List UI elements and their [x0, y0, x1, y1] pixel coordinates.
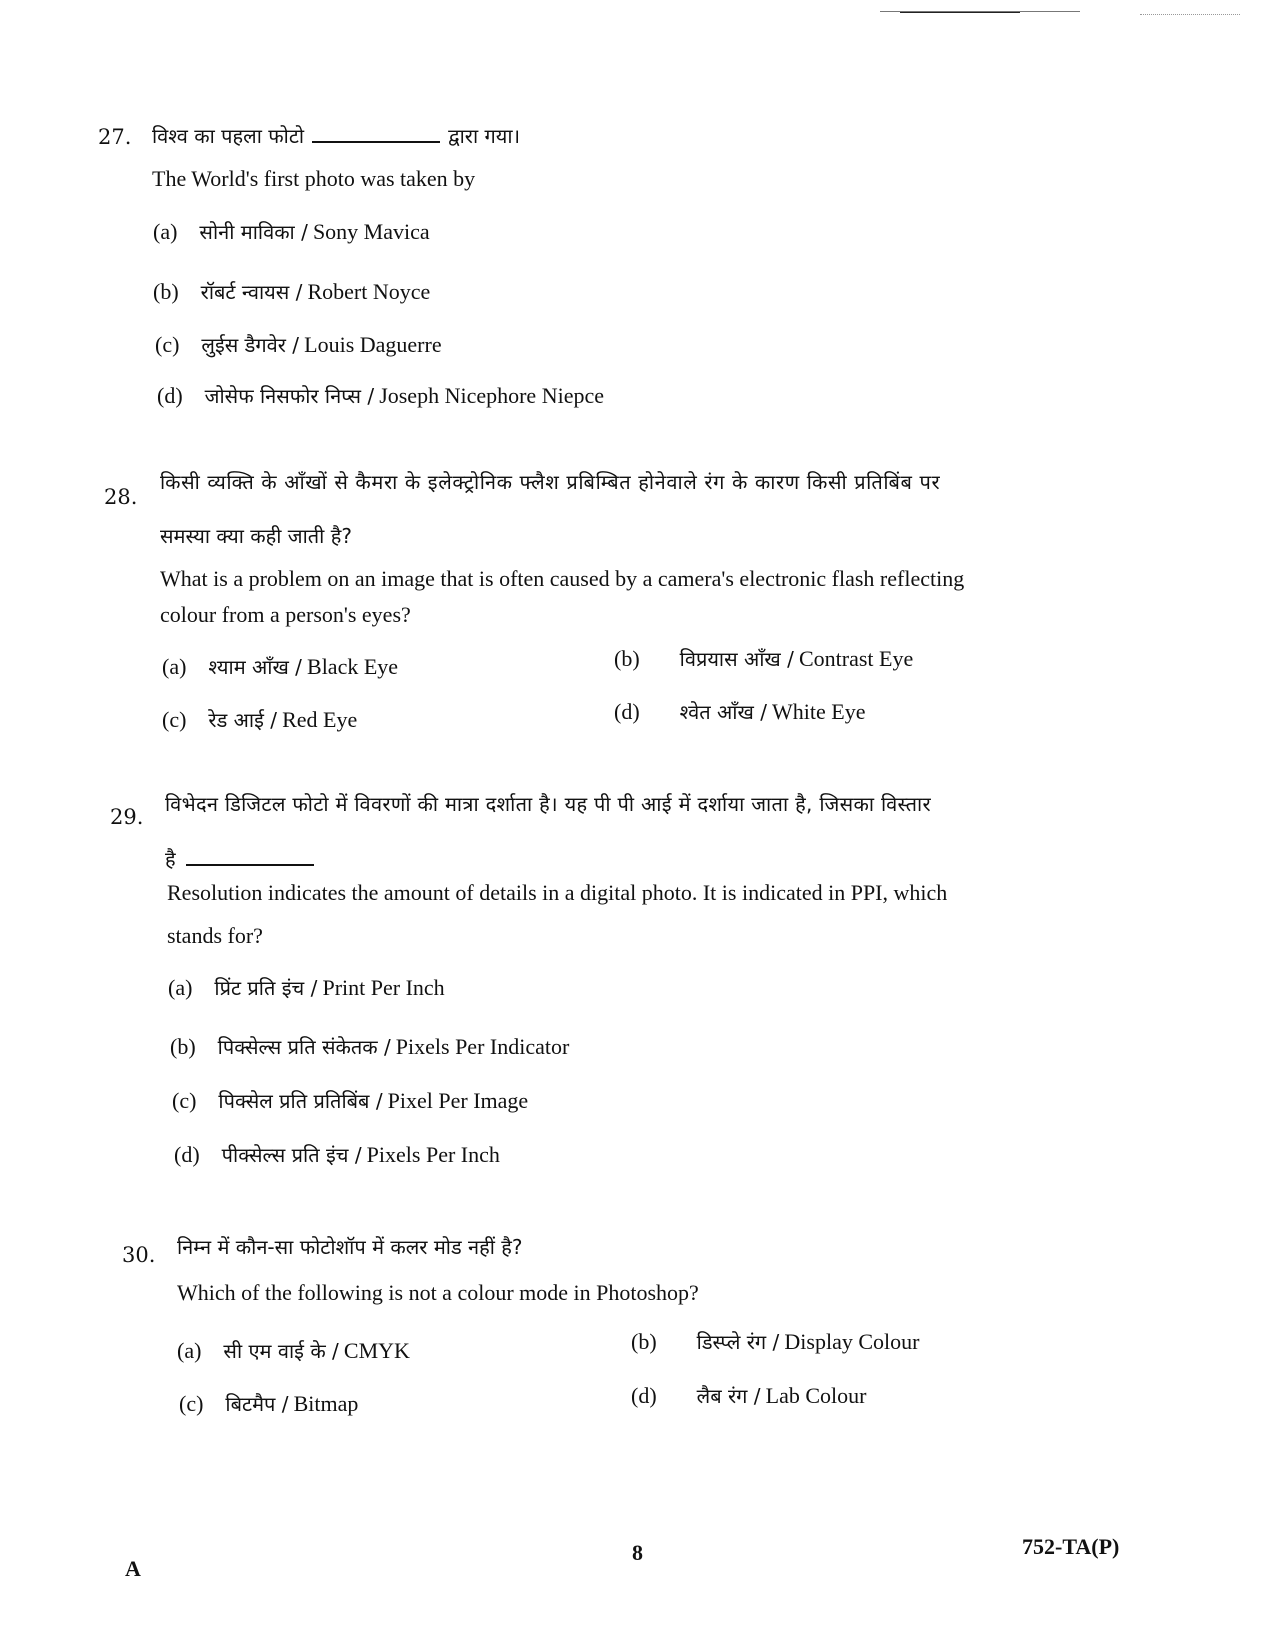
question-english-line-1: Resolution indicates the amount of details in a digital photo. It is indicated in PPI, which [167, 880, 948, 905]
question-number: 28. [104, 485, 138, 509]
question-hindi-text [152, 122, 520, 149]
option-english: Joseph Nicephore Niepce [379, 383, 604, 408]
question-number: 30. [122, 1243, 156, 1267]
question-hindi-text: निम्न में कौन-सा फोटोशॉप में कलर मोड नहीं है? [177, 1235, 523, 1259]
option-a[interactable] [168, 974, 445, 1001]
option-english: Louis Daguerre [304, 332, 442, 357]
option-d[interactable] [631, 1382, 866, 1409]
option-a[interactable] [153, 218, 430, 245]
option-hindi: जोसेफ निसफोर निप्स / [204, 384, 375, 408]
option-hindi: पिक्सेल प्रति प्रतिबिंब / [218, 1089, 383, 1113]
option-english: White Eye [772, 699, 866, 724]
option-hindi: लैब रंग / [696, 1384, 761, 1408]
option-english: Black Eye [307, 654, 399, 679]
option-label: (d) [174, 1142, 200, 1167]
fill-blank [312, 141, 440, 143]
hindi-after-blank: द्वारा गया। [448, 124, 521, 148]
option-b[interactable] [614, 645, 913, 672]
option-label: (d) [631, 1383, 657, 1408]
question-hindi-line-2: समस्या क्या कही जाती है? [160, 524, 352, 548]
option-b[interactable] [631, 1328, 919, 1355]
option-c[interactable] [155, 331, 442, 358]
option-label: (c) [179, 1391, 204, 1416]
option-hindi: रेड आई / [208, 708, 278, 732]
option-label: (a) [168, 975, 193, 1000]
option-english: Display Colour [784, 1329, 920, 1354]
option-c[interactable] [162, 706, 357, 733]
option-hindi: बिटमैप / [225, 1392, 289, 1416]
option-label: (d) [157, 383, 183, 408]
question-hindi-line-1: विभेदन डिजिटल फोटो में विवरणों की मात्रा दर्शाता है। यह पी पी आई में दर्शाया जाता है, जिसका विस्तार [165, 792, 931, 816]
question-english-text: Which of the following is not a colour mode in Photoshop? [177, 1280, 699, 1305]
hindi-before-blank: विश्व का पहला फोटो [152, 124, 305, 148]
paper-code: 752-TA(P) [1022, 1534, 1120, 1559]
option-a[interactable] [162, 653, 398, 680]
scan-artifact-dots [1140, 14, 1240, 16]
question-hindi-line-2 [165, 845, 322, 872]
question-english-text: The World's first photo was taken by [152, 166, 476, 191]
option-d[interactable] [174, 1141, 500, 1168]
option-label: (c) [172, 1088, 197, 1113]
option-label: (b) [631, 1329, 657, 1354]
hindi-text: है [165, 847, 176, 871]
option-hindi: प्रिंट प्रति इंच / [214, 976, 318, 1000]
option-hindi: लुईस डैगवेर / [201, 333, 300, 357]
option-c[interactable] [179, 1390, 358, 1417]
option-label: (c) [162, 707, 187, 732]
option-b[interactable] [153, 278, 430, 305]
question-number: 29. [110, 805, 144, 829]
question-english-line-1: What is a problem on an image that is often caused by a camera's electronic flash reflecting [160, 566, 965, 591]
fill-blank [186, 864, 314, 866]
option-hindi: श्याम आँख / [208, 655, 302, 679]
option-label: (a) [177, 1338, 202, 1363]
option-c[interactable] [172, 1087, 528, 1114]
question-hindi-line-1: किसी व्यक्ति के आँखों से कैमरा के इलेक्ट्रोनिक फ्लैश प्रबिम्बित होनेवाले रंग के कारण किसी प्रतिबिंब पर [160, 470, 941, 494]
option-english: Robert Noyce [307, 279, 431, 304]
option-english: Sony Mavica [312, 219, 430, 244]
option-label: (a) [162, 654, 187, 679]
option-hindi: डिस्प्ले रंग / [696, 1330, 780, 1354]
option-a[interactable] [177, 1337, 410, 1364]
option-english: Contrast Eye [798, 646, 914, 671]
option-hindi: श्वेत आँख / [679, 700, 767, 724]
question-english-line-2: stands for? [167, 923, 263, 948]
page-number: 8 [632, 1540, 643, 1565]
option-english: Pixels Per Indicator [395, 1034, 570, 1059]
option-hindi: रॉबर्ट न्वायस / [200, 280, 303, 304]
scan-artifact-line-thin [880, 11, 1080, 12]
option-english: Red Eye [282, 707, 358, 732]
option-label: (a) [153, 219, 178, 244]
option-hindi: पीक्सेल्स प्रति इंच / [221, 1143, 362, 1167]
option-hindi: सोनी माविका / [199, 220, 308, 244]
option-english: Pixels Per Inch [366, 1142, 500, 1167]
option-label: (b) [170, 1034, 196, 1059]
option-label: (b) [614, 646, 640, 671]
option-english: Print Per Inch [322, 975, 445, 1000]
option-d[interactable] [157, 382, 604, 409]
question-english-line-2: colour from a person's eyes? [160, 602, 411, 627]
option-hindi: विप्रयास आँख / [679, 647, 794, 671]
option-label: (d) [614, 699, 640, 724]
option-english: Lab Colour [765, 1383, 867, 1408]
option-hindi: सी एम वाई के / [223, 1339, 339, 1363]
option-b[interactable] [170, 1033, 569, 1060]
series-code: A [125, 1556, 141, 1581]
option-english: Pixel Per Image [387, 1088, 529, 1113]
option-label: (c) [155, 332, 180, 357]
option-d[interactable] [614, 698, 866, 725]
option-english: Bitmap [293, 1391, 359, 1416]
option-english: CMYK [343, 1338, 410, 1363]
option-hindi: पिक्सेल्स प्रति संकेतक / [217, 1035, 391, 1059]
option-label: (b) [153, 279, 179, 304]
question-number: 27. [98, 125, 132, 149]
